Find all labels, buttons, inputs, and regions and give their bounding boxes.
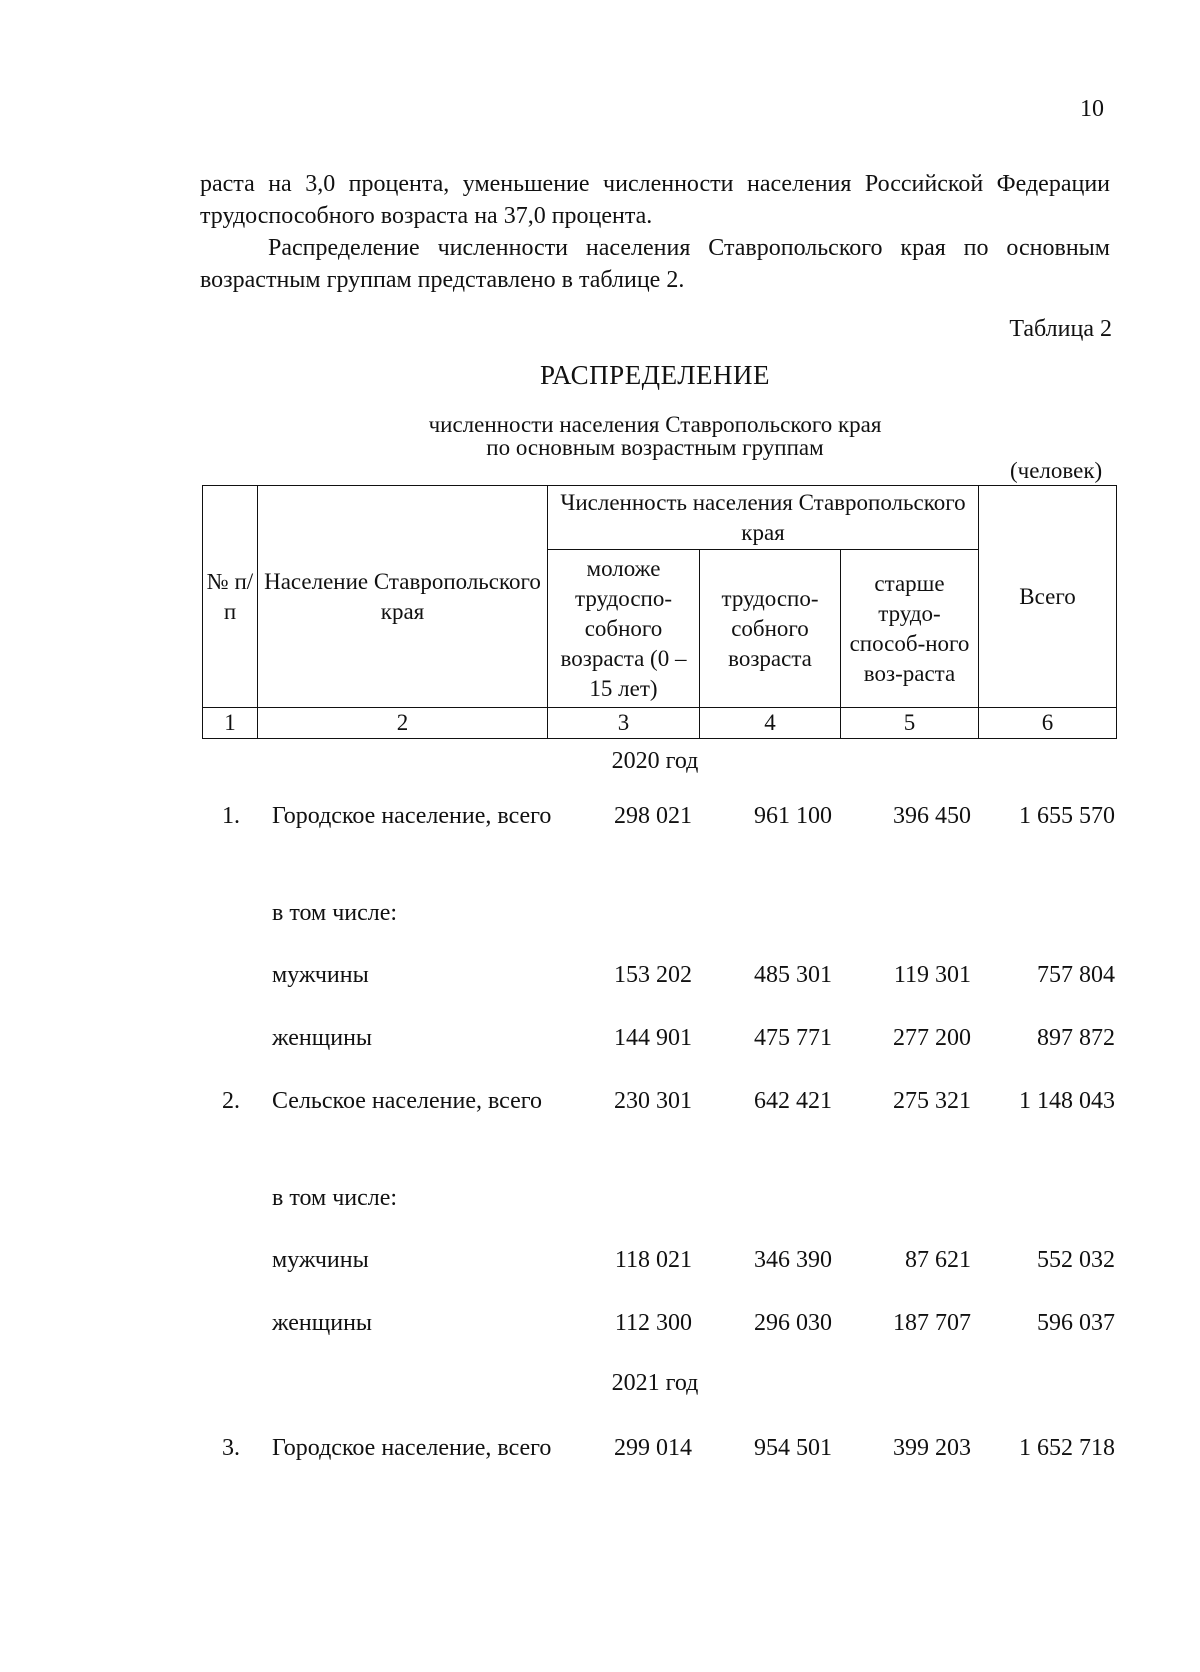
paragraph-distribution: Распределение численности населения Ставропольского края по основным возрастным группам представлено в таблице 2. <box>200 235 1110 293</box>
row-label: в том числе: <box>272 900 398 926</box>
cell-old: 399 203 <box>893 1435 971 1461</box>
header-number-cell: 3 <box>548 708 700 739</box>
row-number: 1. <box>222 803 240 829</box>
table-title: РАСПРЕДЕЛЕНИЕ <box>539 360 771 390</box>
cell-old: 187 707 <box>893 1310 971 1336</box>
header-col-population: Население Ставропольского края <box>258 486 548 708</box>
table-label: Таблица 2 <box>1009 316 1112 342</box>
cell-working: 954 501 <box>754 1435 832 1461</box>
row-number: 2. <box>222 1088 240 1114</box>
header-col-young: моложе трудоспо-собного возраста (0 – 15 лет) <box>548 550 700 708</box>
header-col-number: № п/п <box>203 486 258 708</box>
cell-total: 1 148 043 <box>1019 1088 1115 1114</box>
cell-working: 475 771 <box>754 1025 832 1051</box>
row-label: женщины <box>272 1310 373 1336</box>
cell-old: 87 621 <box>905 1247 971 1273</box>
cell-total: 552 032 <box>1037 1247 1115 1273</box>
table-units: (человек) <box>1010 458 1103 483</box>
row-label: Городское население, всего <box>272 1435 552 1461</box>
table-subtitle-line-2: по основным возрастным группам <box>486 435 824 460</box>
cell-young: 299 014 <box>614 1435 692 1461</box>
year-heading: 2020 год <box>611 748 699 774</box>
cell-working: 296 030 <box>754 1310 832 1336</box>
cell-young: 112 300 <box>614 1310 692 1336</box>
cell-working: 485 301 <box>754 962 832 988</box>
row-label: мужчины <box>272 1247 369 1273</box>
header-number-cell: 5 <box>841 708 979 739</box>
header-col-total: Всего <box>979 486 1117 708</box>
row-label: Городское население, всего <box>272 803 552 829</box>
row-label: мужчины <box>272 962 369 988</box>
cell-working: 346 390 <box>754 1247 832 1273</box>
cell-total: 596 037 <box>1037 1310 1115 1336</box>
table-subtitle-line-1: численности населения Ставропольского края <box>428 412 882 437</box>
header-number-cell: 2 <box>258 708 548 739</box>
cell-young: 118 021 <box>614 1247 692 1273</box>
cell-working: 961 100 <box>754 803 832 829</box>
row-label: Сельское население, всего <box>272 1088 543 1114</box>
header-number-cell: 1 <box>203 708 258 739</box>
cell-old: 396 450 <box>893 803 971 829</box>
paragraph-intro: раста на 3,0 процента, уменьшение численности населения Российской Федерации трудоспособного возраста на 37,0 процента. <box>200 171 1110 229</box>
cell-total: 757 804 <box>1037 962 1115 988</box>
header-col-old: старше трудо-способ-ного воз-раста <box>841 550 979 708</box>
cell-young: 230 301 <box>614 1088 692 1114</box>
cell-old: 275 321 <box>893 1088 971 1114</box>
cell-old: 119 301 <box>893 962 971 988</box>
cell-young: 153 202 <box>614 962 692 988</box>
row-label: в том числе: <box>272 1185 398 1211</box>
cell-young: 298 021 <box>614 803 692 829</box>
header-number-cell: 4 <box>700 708 841 739</box>
cell-working: 642 421 <box>754 1088 832 1114</box>
cell-old: 277 200 <box>893 1025 971 1051</box>
header-number-cell: 6 <box>979 708 1117 739</box>
header-group: Численность населения Ставропольского края <box>548 486 979 550</box>
cell-total: 1 652 718 <box>1019 1435 1115 1461</box>
year-heading: 2021 год <box>611 1370 699 1396</box>
cell-young: 144 901 <box>614 1025 692 1051</box>
table-header <box>202 485 1117 739</box>
cell-total: 1 655 570 <box>1019 803 1115 829</box>
page-number: 10 <box>1080 96 1104 122</box>
header-col-working: трудоспо-собного возраста <box>700 550 841 708</box>
cell-total: 897 872 <box>1037 1025 1115 1051</box>
row-number: 3. <box>222 1435 240 1461</box>
row-label: женщины <box>272 1025 373 1051</box>
